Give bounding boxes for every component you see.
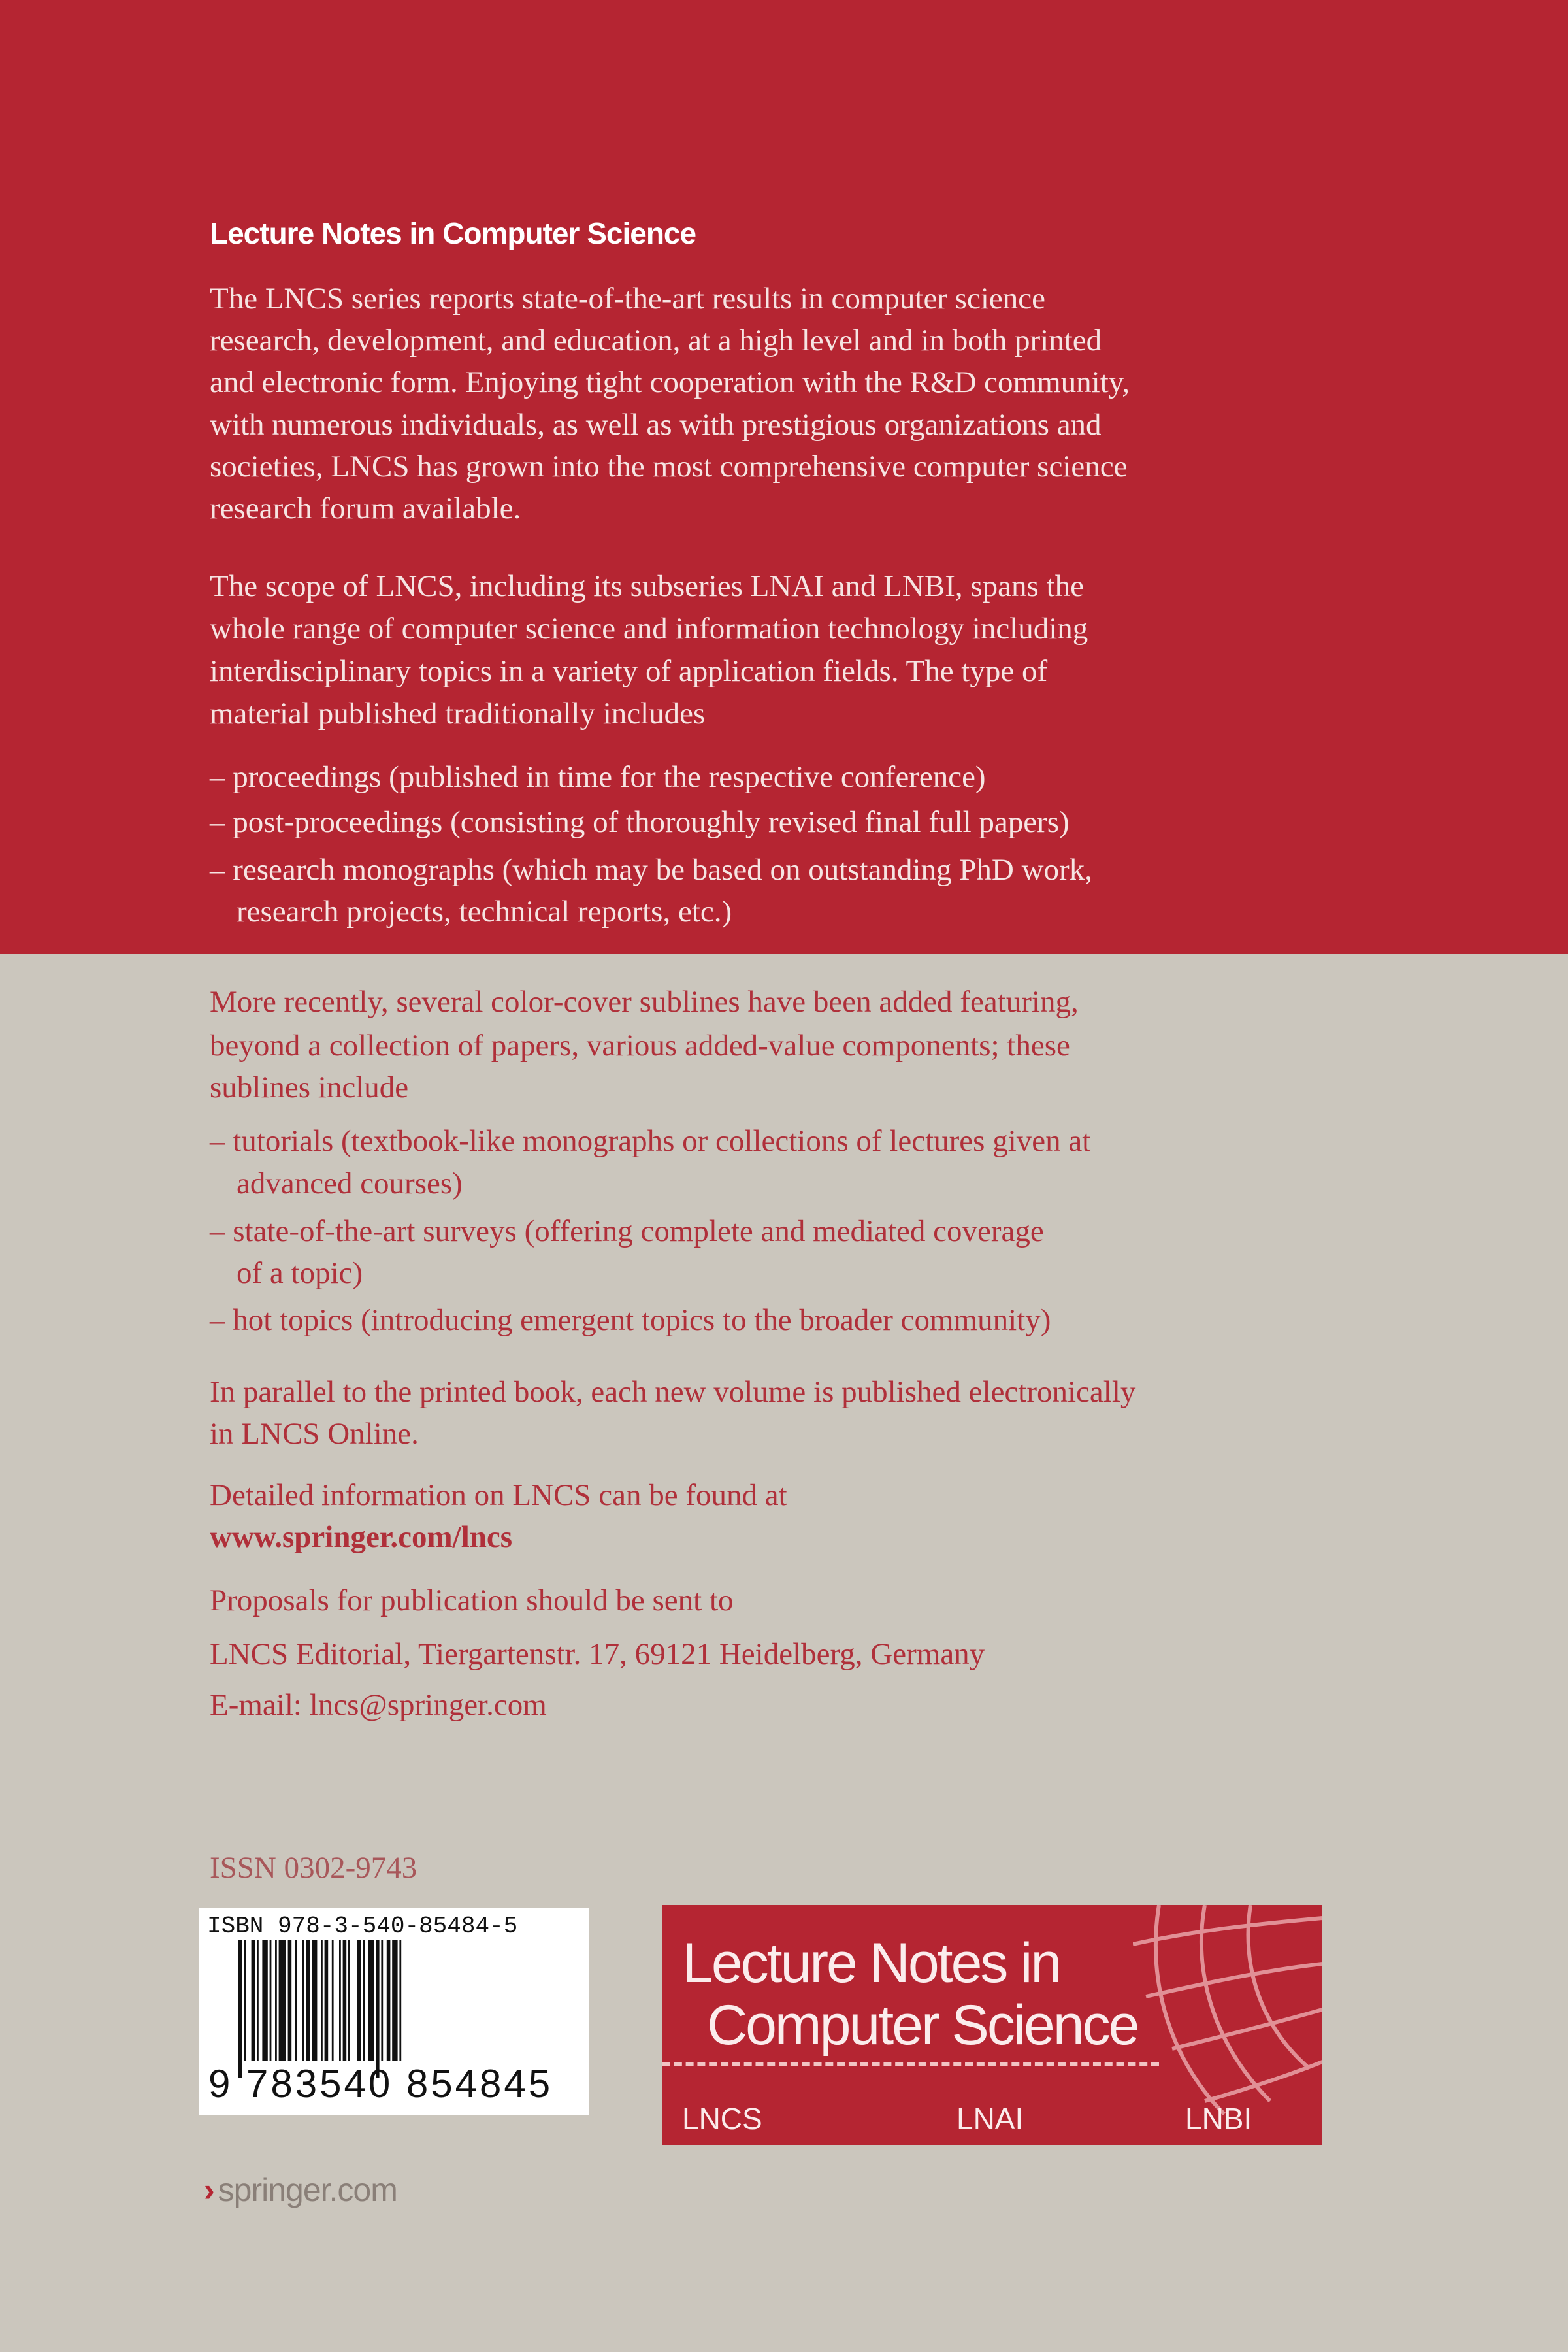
para2-line: The scope of LNCS, including its subseries LNAI and LNBI, spans the bbox=[210, 569, 1084, 603]
para3-line: sublines include bbox=[210, 1070, 409, 1104]
para1-line: societies, LNCS has grown into the most comprehensive computer science bbox=[210, 450, 1128, 484]
isbn-label: ISBN 978-3-540-85484-5 bbox=[207, 1913, 518, 1940]
para1-line: and electronic form. Enjoying tight cooperation with the R&D community, bbox=[210, 365, 1130, 399]
barcode-bar bbox=[343, 1940, 347, 2061]
para1-line: with numerous individuals, as well as with prestigious organizations and bbox=[210, 408, 1102, 442]
para5-line: Detailed information on LNCS can be found at bbox=[210, 1478, 787, 1512]
barcode-bar bbox=[381, 1940, 383, 2061]
barcode-bars bbox=[238, 1940, 513, 2078]
barcode-bar bbox=[348, 1940, 350, 2061]
lncs-logo bbox=[662, 1905, 1322, 2145]
logo-line1: Lecture Notes in bbox=[682, 1932, 1060, 1995]
barcode-bar bbox=[238, 1940, 242, 2078]
subline-lnbi: LNBI bbox=[1185, 2102, 1252, 2136]
subline-lncs: LNCS bbox=[682, 2102, 762, 2136]
barcode-bar bbox=[325, 1940, 329, 2061]
barcode-bar bbox=[244, 1940, 246, 2061]
bullet-item: – research monographs (which may be based on outstanding PhD work, bbox=[210, 853, 1092, 887]
logo-divider bbox=[662, 2062, 1159, 2066]
para4-line: In parallel to the printed book, each new volume is published electronically bbox=[210, 1375, 1136, 1409]
para6-line: Proposals for publication should be sent to bbox=[210, 1583, 734, 1617]
para4-line: in LNCS Online. bbox=[210, 1417, 419, 1451]
barcode-bar bbox=[270, 1940, 272, 2061]
barcode-bar bbox=[363, 1940, 365, 2061]
barcode-bar bbox=[306, 1940, 310, 2061]
bullet-item-cont: research projects, technical reports, etc.) bbox=[237, 895, 732, 929]
subline-lnai: LNAI bbox=[956, 2102, 1024, 2136]
springer-logo bbox=[204, 2171, 397, 2209]
bullet-item: – state-of-the-art surveys (offering complete and mediated coverage bbox=[210, 1214, 1044, 1248]
lncs-url-link[interactable]: www.springer.com/lncs bbox=[210, 1520, 513, 1554]
para2-line: material published traditionally includes bbox=[210, 697, 706, 731]
barcode-bar bbox=[357, 1940, 361, 2061]
barcode-bar bbox=[321, 1940, 323, 2061]
para1-line: The LNCS series reports state-of-the-art results in computer science bbox=[210, 282, 1046, 316]
bullet-item: – tutorials (textbook-like monographs or collections of lectures given at bbox=[210, 1124, 1091, 1158]
barcode-bar bbox=[252, 1940, 255, 2061]
barcode-bar bbox=[332, 1940, 334, 2061]
bullet-item-cont: advanced courses) bbox=[237, 1167, 463, 1201]
para2-line: whole range of computer science and information technology including bbox=[210, 612, 1088, 646]
para3-line: beyond a collection of papers, various added-value components; these bbox=[210, 1029, 1070, 1063]
issn: ISSN 0302-9743 bbox=[210, 1851, 417, 1885]
barcode-bar bbox=[392, 1940, 397, 2061]
barcode-bar bbox=[399, 1940, 401, 2061]
isbn-digits: 9 783540 854845 bbox=[208, 2062, 553, 2106]
isbn-barcode bbox=[199, 1908, 589, 2115]
barcode-bar bbox=[376, 1940, 380, 2078]
para3-line: More recently, several color-cover sublines have been added featuring, bbox=[210, 985, 1079, 1019]
barcode-bar bbox=[275, 1940, 277, 2061]
para1-line: research forum available. bbox=[210, 491, 521, 525]
bullet-item: – hot topics (introducing emergent topics to the broader community) bbox=[210, 1303, 1051, 1337]
bullet-item-cont: of a topic) bbox=[237, 1256, 363, 1290]
bullet-item: – proceedings (published in time for the respective conference) bbox=[210, 760, 986, 794]
editorial-email[interactable]: E-mail: lncs@springer.com bbox=[210, 1688, 547, 1722]
barcode-bar bbox=[339, 1940, 341, 2061]
barcode-bar bbox=[302, 1940, 304, 2061]
series-title: Lecture Notes in Computer Science bbox=[210, 216, 696, 250]
bullet-item: – post-proceedings (consisting of thoroughly revised final full papers) bbox=[210, 805, 1070, 839]
chevron-right-icon: › bbox=[204, 2172, 214, 2208]
para2-line: interdisciplinary topics in a variety of application fields. The type of bbox=[210, 654, 1048, 688]
logo-line2: Computer Science bbox=[707, 1994, 1138, 2057]
barcode-bar bbox=[279, 1940, 286, 2061]
para1-line: research, development, and education, at a high level and in both printed bbox=[210, 323, 1102, 357]
barcode-bar bbox=[262, 1940, 267, 2061]
barcode-bar bbox=[387, 1940, 391, 2061]
editorial-address: LNCS Editorial, Tiergartenstr. 17, 69121 Heidelberg, Germany bbox=[210, 1637, 985, 1671]
barcode-bar bbox=[312, 1940, 317, 2061]
barcode-bar bbox=[288, 1940, 292, 2061]
springer-site: springer.com bbox=[218, 2172, 397, 2208]
barcode-bar bbox=[295, 1940, 297, 2061]
barcode-bar bbox=[257, 1940, 259, 2061]
barcode-bar bbox=[368, 1940, 374, 2061]
